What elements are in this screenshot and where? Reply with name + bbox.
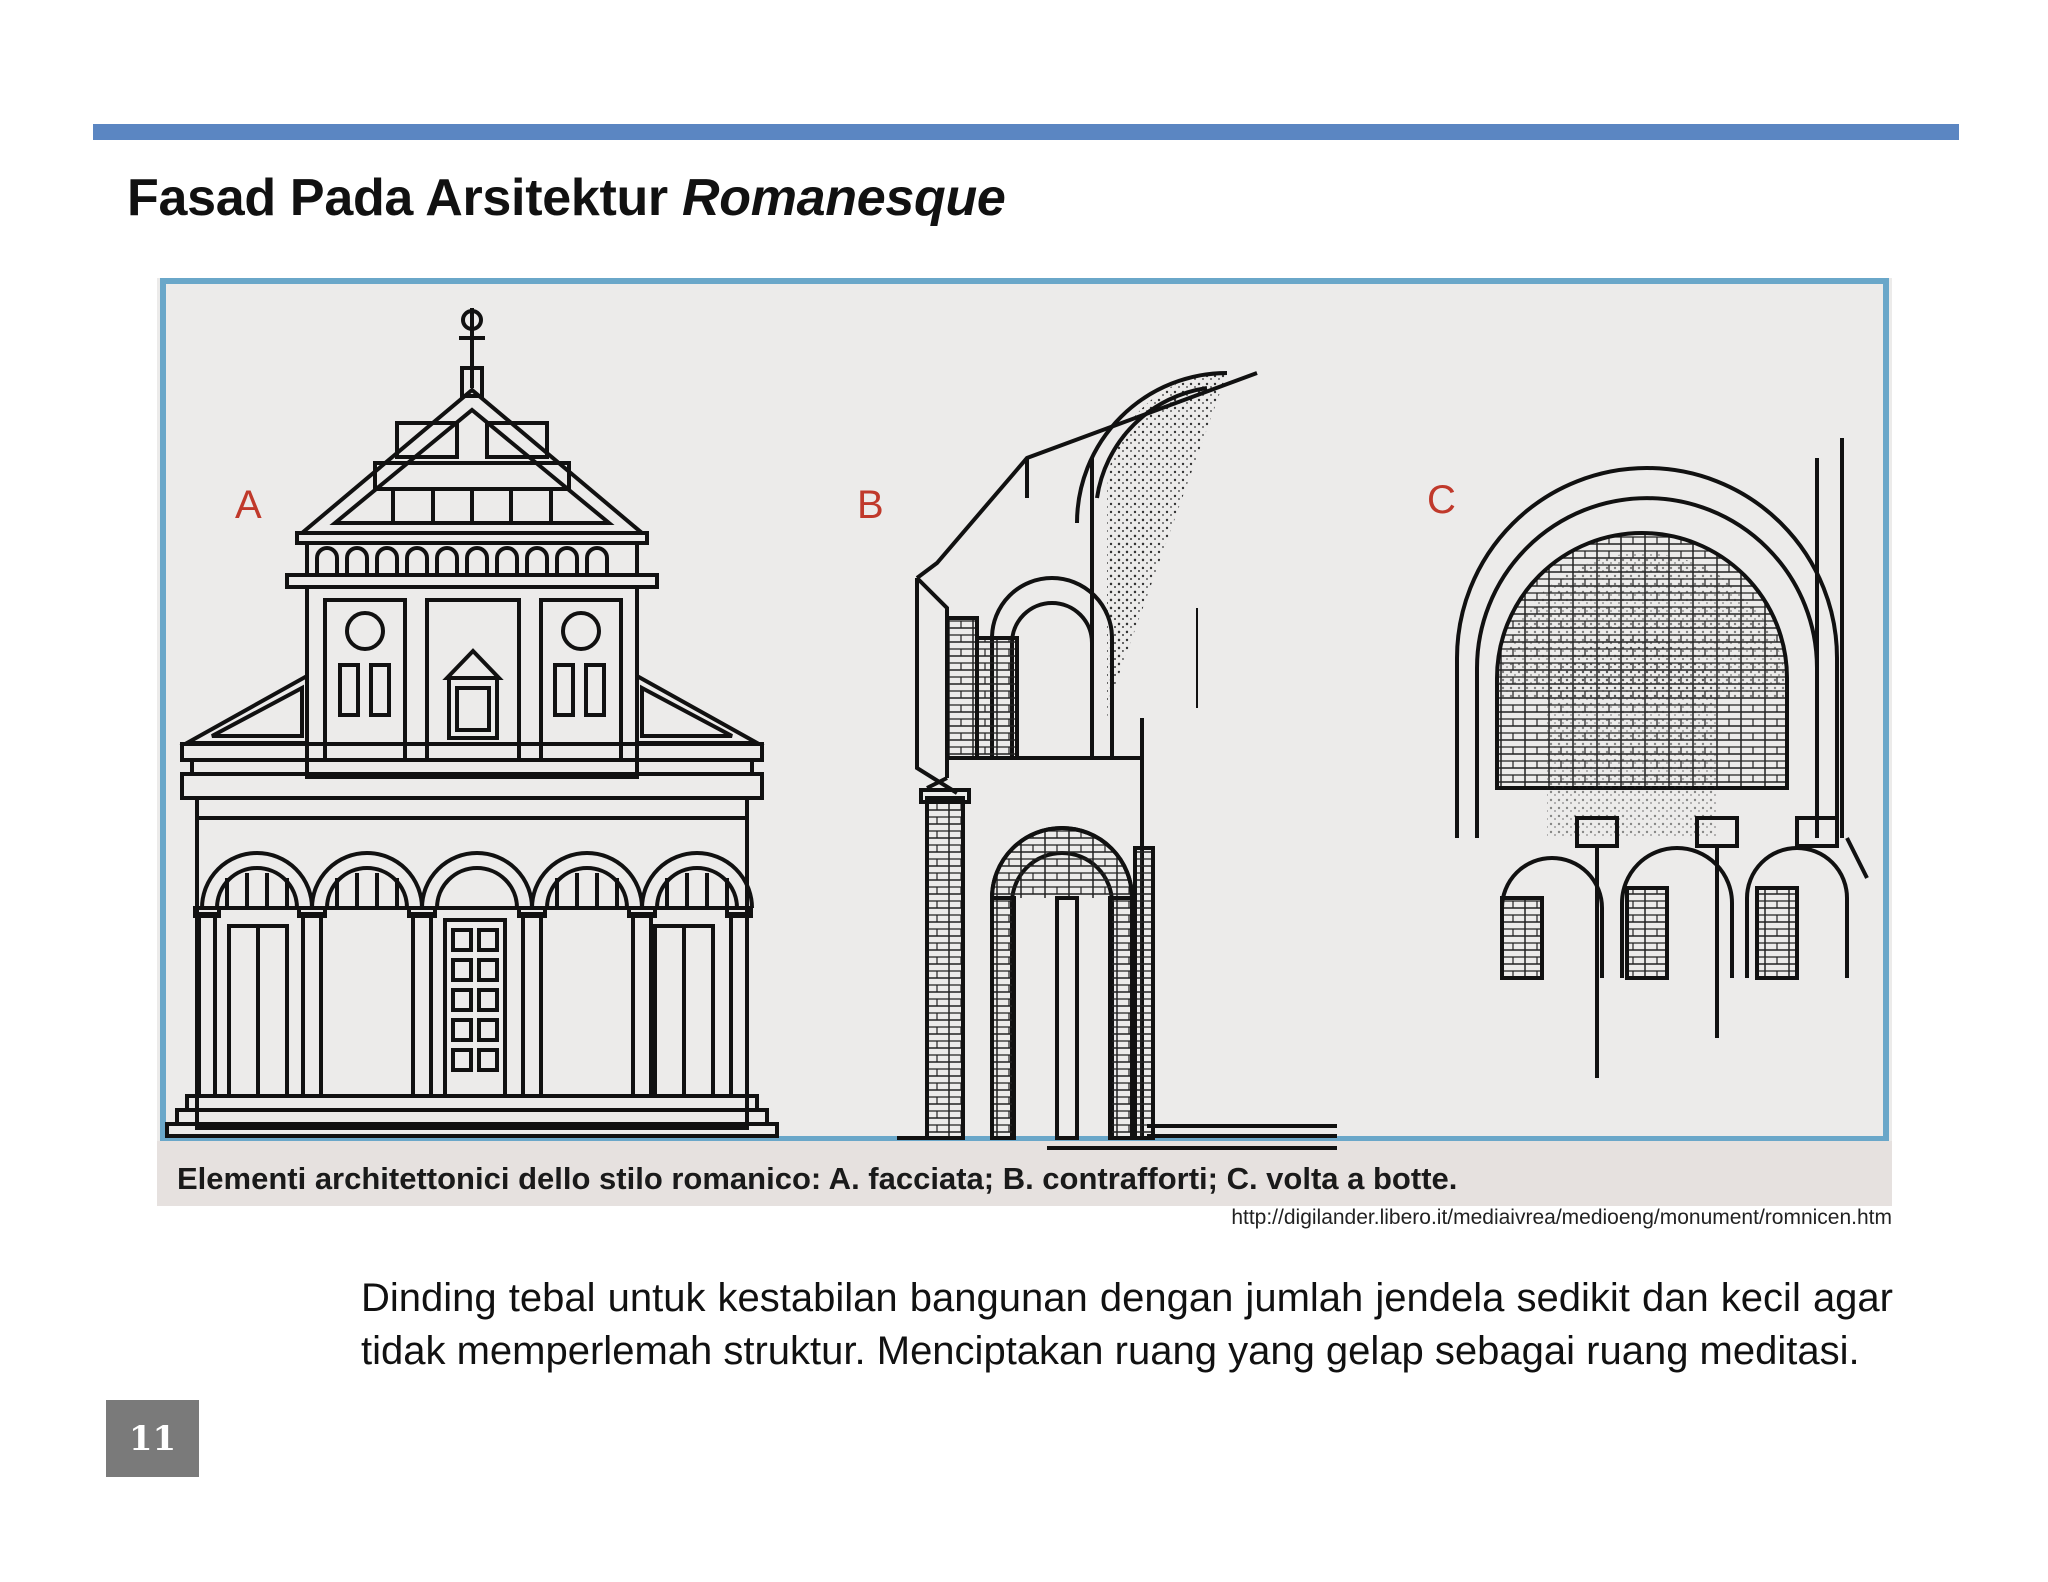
label-a: A <box>235 483 262 527</box>
label-c: C <box>1427 478 1456 522</box>
source-url: http://digilander.libero.it/mediaivrea/medioeng/monument/romnicen.htm <box>1231 1206 1892 1229</box>
figure-caption: Elementi architettonici dello stilo romanico: A. facciata; B. contrafforti; C. volta a botte. <box>177 1161 1458 1196</box>
title-rule <box>93 124 1959 140</box>
body-paragraph: Dinding tebal untuk kestabilan bangunan dengan jumlah jendela sedikit dan kecil agar tidak memperlemah struktur. Menciptakan ruang yang gelap sebagai ruang meditasi. <box>361 1276 1893 1373</box>
romanesque-figure <box>157 278 1892 1206</box>
title-italic: Romanesque <box>682 169 1006 227</box>
page-number-badge: 11 <box>106 1400 199 1477</box>
page-title: Fasad Pada Arsitektur Romanesque <box>127 169 1006 227</box>
label-b: B <box>857 483 884 527</box>
